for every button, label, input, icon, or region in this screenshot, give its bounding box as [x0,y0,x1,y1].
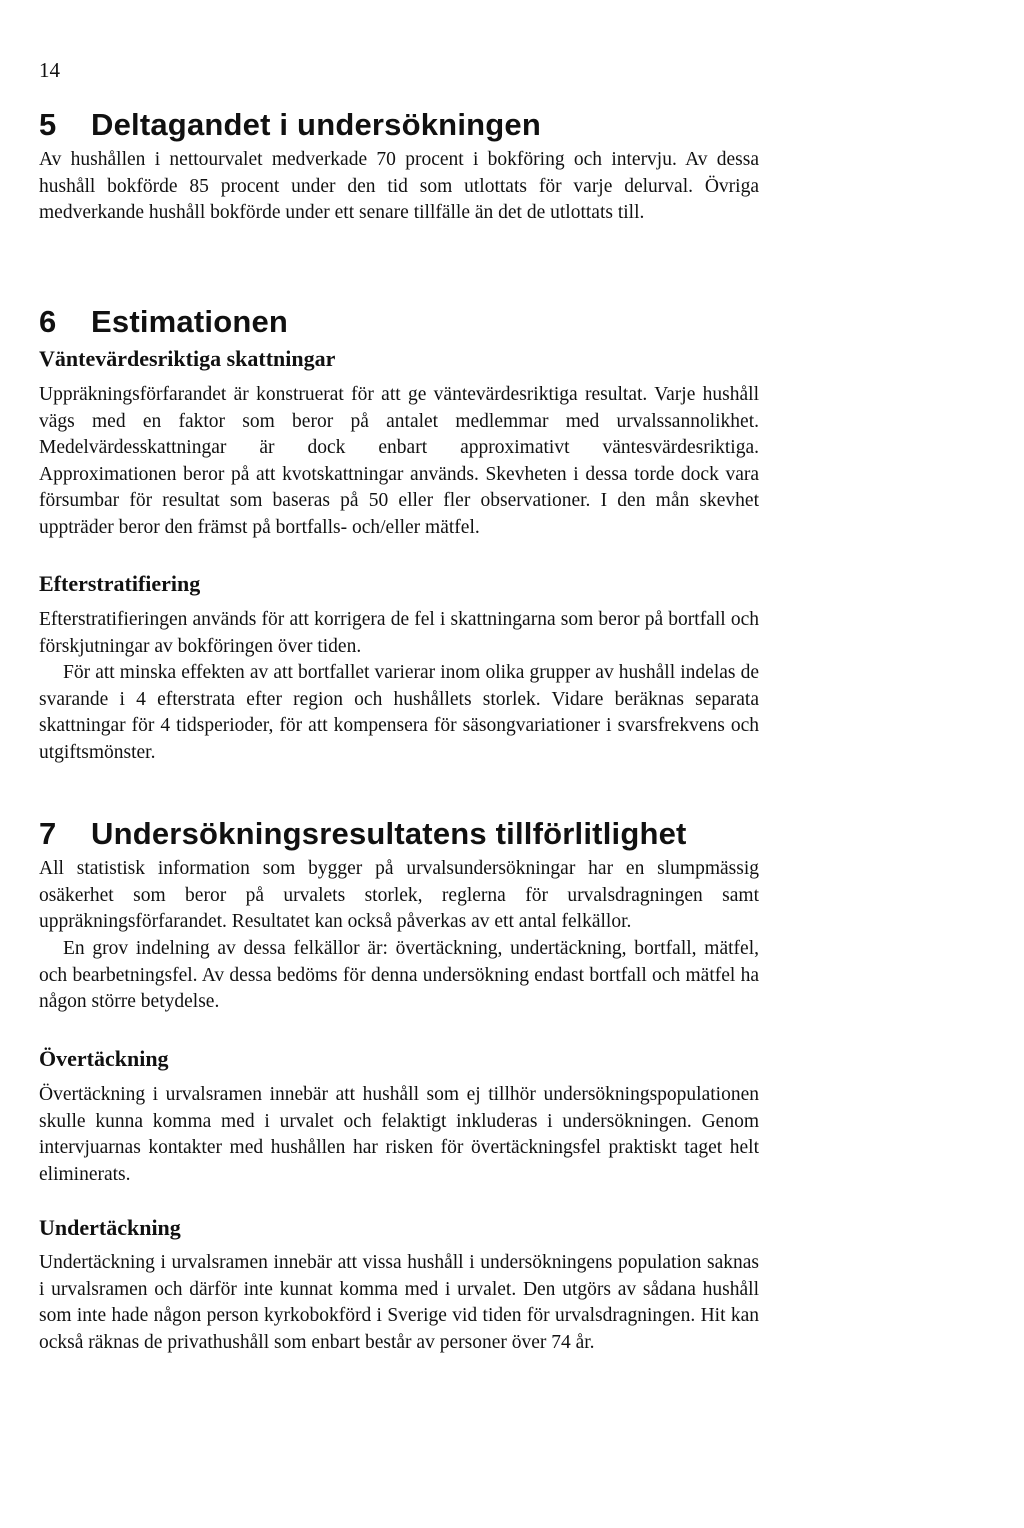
efterstratifiering-paragraph-2: För att minska effekten av att bortfallet varierar inom olika grupper av hushåll indelas de svarande i 4 efterstrata efter region och hushållets storlek. Vidare beräknas separata skattningar för 4 tidsperioder, för att kompensera för säsongvariationer i svarsfrekvens och utgiftsmönster. [39,662,759,763]
section-5-heading [39,106,541,144]
section-7-paragraph-2: En grov indelning av dessa felkällor är: övertäckning, undertäckning, bortfall, mätfel, och bearbetningsfel. Av dessa bedöms för denna undersökning endast bortfall och mätfel ha någon större betydelse. [39,938,759,1012]
subheading-efterstratifiering: Efterstratifiering [39,571,201,596]
section-5-paragraph-1: Av hushållen i nettourvalet medverkade 70 procent i bokföring och intervju. Av dessa hushåll bokförde 85 procent under den tid som utlottats för varje delurval. Övriga medverkande hushåll bokförde under ett senare tillfälle än det de utlottats till. [39,149,759,223]
subheading-overtackning: Övertäckning [39,1046,169,1071]
section-7-number: 7 [39,816,57,851]
section-5-title: Deltagandet i undersökningen [91,107,541,142]
section-7-heading [39,815,687,853]
page-number: 14 [39,58,60,82]
section-7-title: Undersökningsresultatens tillförlitlighet [91,816,687,851]
section-6-title: Estimationen [91,304,289,339]
subheading-vantevardesriktiga: Väntevärdesriktiga skattningar [39,346,336,371]
undertackning-paragraph-1: Undertäckning i urvalsramen innebär att vissa hushåll i undersökningens population saknas i urvalsramen och därför inte kunnat komma med i urvalet. Den utgörs av sådana hushåll som inte hade någon person kyrkobokförd i Sverige vid tiden för urvalsdragningen. Hit kan också räknas de privathushåll som enbart består av personer över 74 år. [39,1252,759,1353]
vantevardesriktiga-paragraph-1: Uppräkningsförfarandet är konstruerat för att ge väntevärdesriktiga resultat. Varje hushåll vägs med en faktor som beror på antalet medlemmar med urvalssannolikhet. Medelvärdesskattningar är dock enbart approximativt väntesvärdesriktiga. Approximationen beror på att kvotskattningar används. Skevheten i dessa torde dock vara försumbar för resultat som baseras på 50 eller fler observationer. I den mån skevhet uppträder beror den främst på bortfalls- och/eller mätfel. [39,384,759,538]
section-6-number: 6 [39,304,57,339]
overtackning-paragraph-1: Övertäckning i urvalsramen innebär att hushåll som ej tillhör undersökningspopulationen skulle kunna komma med i urvalet och felaktigt inkluderas i undersökningen. Genom intervjuarnas kontakter med hushållen har risken för övertäckningsfel praktiskt taget helt eliminerats. [39,1084,759,1185]
section-5-number: 5 [39,107,57,142]
subheading-undertackning: Undertäckning [39,1215,181,1240]
section-7-paragraph-1: All statistisk information som bygger på urvalsundersökningar har en slumpmässig osäkerhet som beror på urvalets storlek, reglerna för urvalsdragningen samt uppräkningsförfarandet. Resultatet kan också påverkas av ett antal felkällor. [39,858,759,932]
section-6-heading [39,303,288,341]
efterstratifiering-paragraph-1: Efterstratifieringen används för att korrigera de fel i skattningarna som beror på bortfall och förskjutningar av bokföringen över tiden. [39,609,759,657]
